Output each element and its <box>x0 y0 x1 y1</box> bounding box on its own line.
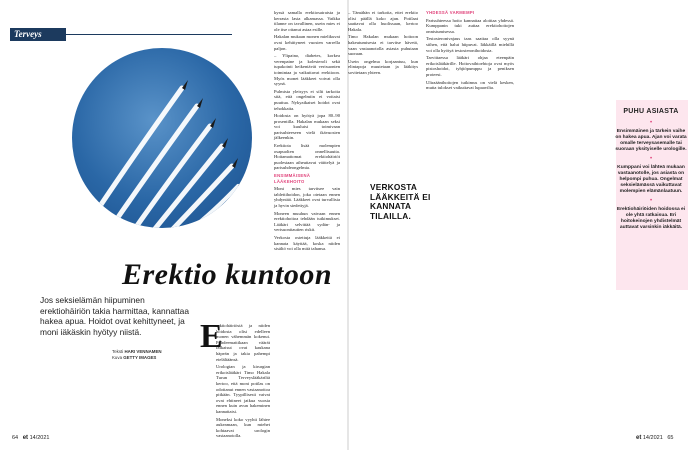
section-rule <box>66 34 232 35</box>
body-paragraph: Erektiota lisää molempien osapuolten onnellisuutta. Hoitamattomat erektiohäiriöt puolestaan aiheuttavat väittelyä ja parisuhdeongelmia. <box>274 143 340 171</box>
sidebar-box-item: Kumppani voi lähteä mukaan vastaanotolle, jos asiasta on helpompi puhua. Ongelmat seksielämässä vaikuttavat molempien elämänlaatuun. <box>617 164 685 194</box>
body-paragraph: Usein ongelma korjaantuu, kun elintapoja muutetaan ja lääkitys sovitetaan yhteen. <box>348 58 418 75</box>
body-paragraph: Urologian ja kirurgian erikoislääkäri Timo Hakala Turun Terveyslääkäriltä kertoo, että moni potilas on odottanut ennen vastaanottoa pitkään. Tyypillisesti vaivat ovat ehtineet jatkua vuosia ennen kuin avun hakeminen kannattaisi. <box>216 364 270 414</box>
sidebar-box <box>613 108 689 231</box>
body-paragraph: Moni mies tarvitsee vain tablettihoidon, joka otetaan ennen yhdyntää. Lääkkeet ovat turvallisia ja hyvin siedettyjä. <box>274 186 340 208</box>
page-number: 64 <box>12 435 19 441</box>
body-column-1 <box>216 323 270 441</box>
article-credit <box>112 349 196 361</box>
sidebar-box-item: Erektiohäiriöiden hoidossa ei ole yhtä ratkaisua. Eri hoitokeinojen yhdistelmät auttavat varsinkin iäkkäitä. <box>616 206 686 230</box>
body-paragraph: Moneksi koko vyyhti lähtee aukeamaan, kun miehet kohtaavat urologin vastaanotolla. <box>216 416 270 439</box>
body-subheading: ENSIMMÄISENÄ LÄÄKEHOITO <box>274 173 311 184</box>
credit-text-label: Teksti <box>112 349 124 354</box>
body-paragraph: Ultraäänihoitojen tutkimus on vielä kesken, mutta tulokset vaikuttavat lupaavilta. <box>426 79 514 91</box>
issue-number: 14/2021 <box>642 435 663 441</box>
body-subheading: YHDESSÄ VARMEMPI <box>426 10 475 15</box>
body-paragraph: Moneen muuhun vaivaan ennen erektiohoitoa tehdään tutkimukset. Lääkäri selvittää sydän- ja verisuonitautien riskit. <box>274 210 340 233</box>
body-paragraph: Parisuhteessa hoito kannattaa aloittaa yhdessä. Kumppanin tuki auttaa erektiohoitojen onnistumisessa. <box>426 17 514 34</box>
folio-left <box>12 435 49 441</box>
jets-illustration <box>72 48 252 228</box>
body-column-4 <box>426 10 514 93</box>
magazine-mark: et <box>22 435 29 441</box>
body-paragraph: Timo Hakalan mukaan hoitoon hakeutumisesta ei tarvitse hävetä, vaan vastaanotolla asiasta puhutaan suoraan. <box>348 34 418 57</box>
body-paragraph: rektiohäiriöstä ja niiden hoidosta olisi edelleen monen vähemmän kokenut. Puhdeemattikaan väärät ratkaisut ovat kaukana häpeän ja takia pahempi etelältäänsä. <box>216 323 270 362</box>
bullet-icon: • <box>649 155 653 162</box>
credit-photo-label: Kuva <box>112 355 123 360</box>
bullet-icon: • <box>649 119 653 126</box>
body-paragraph: Hoidosta on hyötyä jopa 80–90 prosentilla. Hakalan mukaan seksi voi kuuluisi toimivaan parisuhteeseen vielä ikävuosien jälkeenkin. <box>274 113 340 141</box>
body-paragraph: Verkosta ostettuja lääkkeitä ei kannata käyttää, koska niiden sisältö voi olla mitä tahansa. <box>274 234 340 252</box>
sidebar-box-title: PUHU ASIASTA <box>623 108 679 115</box>
credit-author: HARI VENNAMEN <box>124 349 162 354</box>
body-column-3 <box>348 10 418 78</box>
pull-quote: VERKOSTA LÄÄKKEITÄ EI KANNATA TILAILLA. <box>370 182 431 221</box>
body-paragraph: – Tämähän ei tarkoita, ettei erektio olisi päällä koko ajan. Potilaat saattavat olla huolissaan, kertoo Hakala. <box>348 10 418 32</box>
credit-photographer: GETTY IMAGES <box>123 355 157 360</box>
section-tab: Terveys <box>10 28 66 41</box>
page-number: 65 <box>667 435 674 441</box>
bullet-icon: • <box>649 197 653 204</box>
body-paragraph: Testosteronivajaus taas saattaa olla syynä siihen, että halut hiipuvat. Iäkkäillä miehillä voi olla hyötyä testosteronihoidosta. <box>426 36 514 53</box>
body-paragraph: kyssä samalla erektiosairaista ja kerrasta lasta alkamassa. Vaikka tilanne on tavallinen, usein mies ei ole itse ottanut asiaa esille. <box>274 10 340 32</box>
jets-photo <box>72 48 252 228</box>
body-paragraph: Pulmista yleisyys ei silti tarkoita sitä, että ongelmiin ei voitaisi puuttua. Nykyaikaiset hoidot ovat tehokkaita. <box>274 88 340 111</box>
issue-number: 14/2021 <box>29 435 50 441</box>
body-paragraph: Hakalan mukaan monen mielikuvat ovat kehittyneet vuosien varrella paljon. <box>274 34 340 51</box>
body-column-2 <box>274 10 340 254</box>
article-lead: Jos seksielämän hiipuminen erektiohäiriön takia harmittaa, kannattaa hakea apua. Hoidot ovat kehittyneet, ja moni iäkäskin hyötyy niistä. <box>40 295 189 337</box>
sidebar-box-item: Ensimmäinen ja tärkein vaihe on hakea apua. Ajan voi varata omalle terveysasemalle tai suoraan yksityiselle urologille. <box>615 128 687 152</box>
magazine-mark: et <box>636 435 642 441</box>
body-paragraph: – Ylipaino, diabetes, korkea verenpaine ja kolesteroli sekä tupakointi heikentävät verisuonten toimintaa ja vaikuttavat erektioon. Myös monet lääkkeet voivat olla syynä. <box>274 53 340 87</box>
article-headline: Erektio kuntoon <box>122 258 333 291</box>
folio-right <box>636 435 673 441</box>
body-paragraph: Tarvittaessa lääkäri ohjaa eteenpäin erikoislääkärille. Hoitovaihtoehtoja ovat myös pistoshoidot, tyhjiöpumppu ja peniksen proteesi. <box>426 55 514 77</box>
drop-cap: E <box>200 318 223 355</box>
